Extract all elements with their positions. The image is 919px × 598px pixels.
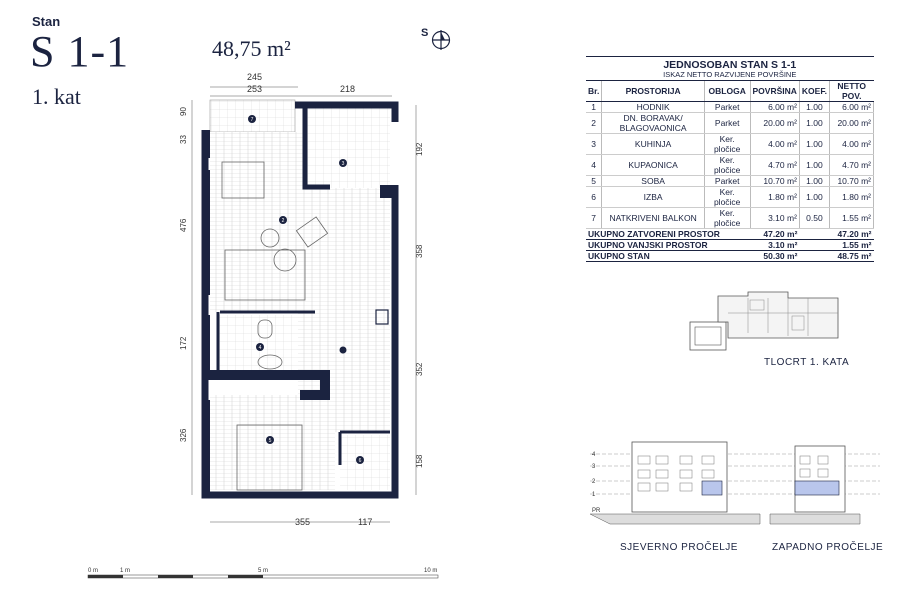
dim-left: 326 — [179, 428, 188, 442]
level-label: 1 — [592, 492, 596, 498]
scale-label: 10 m — [424, 568, 438, 574]
west-elevation-caption: ZAPADNO PROČELJE — [772, 542, 884, 553]
floor-plan — [180, 70, 460, 540]
room-number: 7 — [250, 117, 254, 123]
col-header: Br. — [586, 81, 602, 102]
building-floorplan-thumbnail — [688, 288, 858, 358]
total-row: UKUPNO STAN 50.30 m² 48.75 m² — [588, 251, 872, 261]
col-header: OBLOGA — [704, 81, 750, 102]
room-number: 4 — [258, 345, 262, 351]
dim-bottom: 117 — [358, 517, 373, 527]
level-label: PR — [592, 508, 601, 514]
total-row: UKUPNO VANJSKI PROSTOR 3.10 m² 1.55 m² — [588, 240, 872, 250]
room-number: 2 — [281, 218, 285, 224]
dim-right: 358 — [415, 244, 424, 258]
dim-left: 90 — [179, 107, 188, 116]
dim-right: 352 — [415, 362, 424, 376]
level-label: 4 — [592, 452, 596, 458]
dim-left: 172 — [179, 336, 188, 350]
table-row: 2 DN. BORAVAK/ BLAGOVAONICA Parket 20.00 m² 1.00 20.00 m² — [586, 113, 874, 134]
stan-label: Stan — [32, 14, 61, 29]
col-header: POVRŠINA — [750, 81, 799, 102]
dim-top: 253 — [247, 84, 263, 94]
dim-bottom: 355 — [295, 517, 311, 527]
north-elevation-caption: SJEVERNO PROČELJE — [620, 542, 738, 553]
floor-label: 1. kat — [32, 84, 81, 109]
table-title: JEDNOSOBAN STAN S 1-1 — [586, 57, 874, 71]
floorplan-caption: TLOCRT 1. KATA — [764, 357, 850, 368]
room-number: 6 — [358, 458, 362, 464]
area-table — [586, 56, 874, 262]
compass-letter: S — [421, 27, 429, 39]
dim-left: 476 — [179, 218, 188, 232]
scale-label: 5 m — [258, 568, 269, 574]
room-number: 5 — [268, 438, 272, 444]
dim-right: 158 — [415, 454, 424, 468]
dim-top: 218 — [340, 84, 356, 94]
level-label: 2 — [592, 479, 596, 485]
compass-icon — [431, 30, 451, 50]
room-marker-hall — [340, 347, 347, 354]
table-subtitle: ISKAZ NETTO RAZVIJENE POVRŠINE — [586, 70, 874, 81]
scale-label: 0 m — [88, 568, 99, 574]
table-row: 7 NATKRIVENI BALKON Ker. pločice 3.10 m² 0.50 1.55 m² — [586, 208, 874, 229]
dim-right: 192 — [415, 142, 424, 156]
table-row: 6 IZBA Ker. pločice 1.80 m² 1.00 1.80 m² — [586, 187, 874, 208]
table-row: 4 KUPAONICA Ker. pločice 4.70 m² 1.00 4.70 m² — [586, 155, 874, 176]
table-row: 1 HODNIK Parket 6.00 m² 1.00 6.00 m² — [586, 102, 874, 113]
col-header: KOEF. — [799, 81, 829, 102]
unit-area: 48,75 m² — [212, 36, 291, 61]
dim-top: 245 — [247, 72, 263, 82]
scale-label: 1 m — [120, 568, 131, 574]
unit-code: S 1-1 — [30, 27, 130, 76]
scale-bar — [88, 566, 438, 580]
total-row: UKUPNO ZATVORENI PROSTOR 47.20 m² 47.20 m² — [588, 229, 872, 239]
level-label: 3 — [592, 464, 596, 470]
room-number: 3 — [341, 161, 345, 167]
table-row: 5 SOBA Parket 10.70 m² 1.00 10.70 m² — [586, 176, 874, 187]
col-header: NETTO POV. — [829, 81, 873, 102]
dim-left: 33 — [179, 135, 188, 144]
table-row: 3 KUHINJA Ker. pločice 4.00 m² 1.00 4.00 m² — [586, 134, 874, 155]
elevations-drawing — [590, 436, 880, 542]
col-header: PROSTORIJA — [602, 81, 705, 102]
